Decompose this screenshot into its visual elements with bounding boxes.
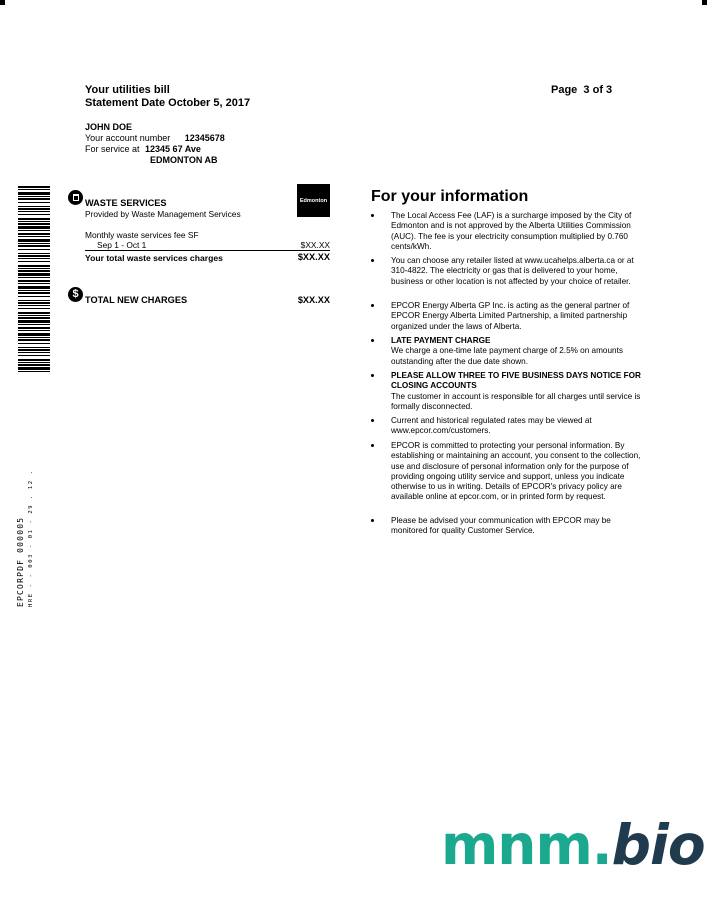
barcode-bar <box>18 268 50 269</box>
barcode-bar <box>18 214 50 215</box>
account-number: 12345678 <box>184 133 225 143</box>
barcode-bar <box>18 211 50 212</box>
account-row <box>85 133 225 144</box>
service-row <box>85 144 225 155</box>
bullet <box>371 444 374 447</box>
info-item-monitoring: Please be advised your communication with EPCOR may be monitored for quality Customer Service. <box>371 516 641 537</box>
barcode-bar <box>18 343 50 344</box>
barcode-bar <box>18 192 50 195</box>
bullet <box>371 374 374 377</box>
barcode-bar <box>18 315 50 316</box>
barcode-bar <box>18 239 50 242</box>
bullet <box>371 339 374 342</box>
barcode-bar <box>18 317 50 319</box>
info-title: For your information <box>371 188 529 205</box>
barcode-bar <box>18 255 50 257</box>
total-new-charges-label: TOTAL NEW CHARGES <box>85 295 188 305</box>
barcode-bar <box>18 208 50 210</box>
trash-bin-icon <box>68 190 83 205</box>
service-label: For service at <box>85 144 140 154</box>
barcode-bar <box>18 312 50 314</box>
waste-total-amount: $XX.XX <box>297 252 330 262</box>
info-item-closing-accounts: PLEASE ALLOW THREE TO FIVE BUSINESS DAYS NOTICE FOR CLOSING ACCOUNTS The customer in account is responsible for all charges until service is formally disconnected. <box>371 371 641 412</box>
barcode-bar <box>18 327 50 329</box>
barcode-bar <box>18 258 50 259</box>
account-label: Your account number <box>85 133 171 143</box>
postal-barcode <box>18 186 50 374</box>
barcode-bar <box>18 233 50 235</box>
barcode-bar <box>18 230 50 231</box>
dollar-icon: $ <box>68 287 83 302</box>
fee-period: Sep 1 - Oct 1 <box>97 240 147 250</box>
barcode-bar <box>18 320 50 323</box>
barcode-bar <box>18 202 50 203</box>
corner-mark-top-right <box>702 0 707 5</box>
barcode-bar <box>18 330 50 331</box>
edmonton-logo <box>297 184 330 217</box>
barcode-bar <box>18 196 50 197</box>
barcode-bar <box>18 362 50 363</box>
barcode-bar <box>18 286 50 289</box>
edmonton-logo-text: Edmonton <box>299 197 328 204</box>
barcode-bar <box>18 290 50 291</box>
total-divider <box>85 250 330 251</box>
page-number: 3 of 3 <box>583 84 613 96</box>
info-item-retailer: You can choose any retailer listed at www.ucahelps.alberta.ca or at 310-4822. The electricity or gas that is delivered to your home, business or other location is not affected by your choice of retailer. <box>371 256 641 287</box>
barcode-bar <box>18 218 50 220</box>
barcode-bar <box>18 292 50 294</box>
document-code-line1: EPCORPDF 000005 <box>16 516 25 607</box>
barcode-bar <box>18 261 50 262</box>
info-item-rates: Current and historical regulated rates may be viewed at www.epcor.com/customers. <box>371 416 641 437</box>
barcode-bar <box>18 371 50 372</box>
barcode-bar <box>18 186 50 188</box>
info-item-late-payment: LATE PAYMENT CHARGE We charge a one-time late payment charge of 2.5% on amounts outstanding after the due date shown. <box>371 336 641 367</box>
info-item-laf: The Local Access Fee (LAF) is a surcharge imposed by the City of Edmonton and is not approved by the Alberta Utilities Commission (AUC). The fee is your electricity consumption multiplied by 0.760 cents/kWh. <box>371 211 641 252</box>
service-address-line2: EDMONTON AB <box>150 155 218 165</box>
barcode-bar <box>18 296 50 297</box>
bullet <box>371 419 374 422</box>
mnm-bio-watermark <box>441 813 705 877</box>
barcode-bar <box>18 270 50 272</box>
barcode-bar <box>18 189 50 190</box>
barcode-bar <box>18 364 50 366</box>
barcode-bar <box>18 283 50 284</box>
barcode-bar <box>18 226 50 229</box>
statement-date: Statement Date October 5, 2017 <box>85 97 251 109</box>
customer-name: JOHN DOE <box>85 122 133 132</box>
info-item-partnership: EPCOR Energy Alberta GP Inc. is acting as the general partner of EPCOR Energy Alberta Limited Partnership, a limited partnership organized under the laws of Alberta. <box>371 301 641 332</box>
waste-section-title: WASTE SERVICES <box>85 198 167 208</box>
barcode-bar <box>18 249 50 250</box>
barcode-bar <box>18 359 50 361</box>
service-address-line1: 12345 67 Ave <box>145 144 201 154</box>
barcode-bar <box>18 206 50 207</box>
barcode-bar <box>18 349 50 351</box>
info-item-privacy: EPCOR is committed to protecting your personal information. By establishing or maintaining an account, you consent to the collection, use and disclosure of personal information only for the purpose of providing ongoing utility service and support, unless you indicate otherwise to us in writing. Details of EPCOR's privacy policy are available online at epcor.com, or in printed form by request. <box>371 441 641 503</box>
barcode-bar <box>18 253 50 254</box>
barcode-bar <box>18 300 50 301</box>
barcode-bar <box>18 243 50 244</box>
barcode-bar <box>18 223 50 225</box>
bullet <box>371 519 374 522</box>
customer-block <box>85 122 225 166</box>
bullet <box>371 304 374 307</box>
barcode-bar <box>18 236 50 237</box>
barcode-bar <box>18 305 50 306</box>
barcode-bar <box>18 280 50 282</box>
bill-title: Your utilities bill <box>85 84 170 96</box>
barcode-bar <box>18 324 50 325</box>
watermark-part2: bio <box>611 813 705 877</box>
barcode-bar <box>18 352 50 353</box>
barcode-bar <box>18 277 50 278</box>
bullet <box>371 214 374 217</box>
barcode-bar <box>18 347 50 348</box>
fee-label: Monthly waste services fee SF <box>85 230 199 240</box>
barcode-bar <box>18 265 50 267</box>
barcode-bar <box>18 308 50 309</box>
barcode-bar <box>18 355 50 356</box>
barcode-bar <box>18 245 50 247</box>
page-label: Page <box>551 84 578 96</box>
barcode-bar <box>18 367 50 370</box>
watermark-part1: mnm. <box>441 813 612 877</box>
total-new-charges-amount: $XX.XX <box>297 295 330 305</box>
page-indicator <box>551 84 612 96</box>
barcode-bar <box>18 273 50 276</box>
waste-total-label: Your total waste services charges <box>85 253 223 263</box>
waste-provider: Provided by Waste Management Services <box>85 209 241 219</box>
barcode-bar <box>18 198 50 200</box>
barcode-bar <box>18 333 50 336</box>
barcode-bar <box>18 302 50 304</box>
corner-mark-top-left <box>0 0 5 5</box>
barcode-bar <box>18 221 50 222</box>
bullet <box>371 259 374 262</box>
fee-amount: $XX.XX <box>300 240 330 250</box>
barcode-bar <box>18 339 50 341</box>
document-code-line2: HRE - - 003 - 01 - 29 . 12 . <box>28 469 34 607</box>
barcode-bar <box>18 337 50 338</box>
